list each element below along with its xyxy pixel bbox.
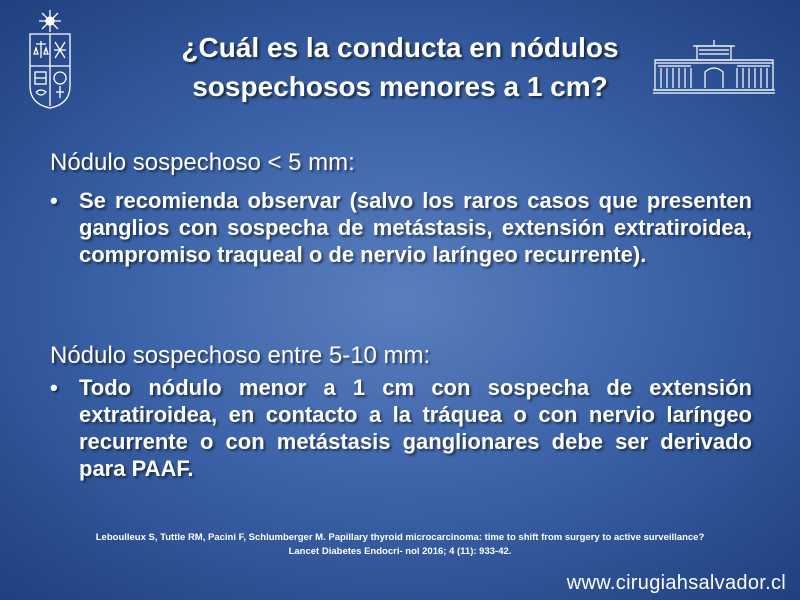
reference-line-2: Lancet Diabetes Endocri- nol 2016; 4 (11): 933-42. (288, 546, 512, 557)
title-line-1: ¿Cuál es la conducta en nódulos (181, 32, 619, 63)
bullet-text-small-nodule: Se recomienda observar (salvo los raros casos que presenten ganglios con sospecha de metástasis, extensión extratiroidea, compromiso traqueal o de nervio laríngeo recurrente). (79, 188, 752, 267)
bullet-text-medium-nodule: Todo nódulo menor a 1 cm con sospecha de extensión extratiroidea, en contacto a la tráquea o con nervio laríngeo recurrente o con metástasis ganglionares debe ser derivado para PAAF. (79, 375, 752, 481)
slide-title (120, 28, 680, 106)
bullet-small-nodule (50, 187, 752, 268)
section-heading-medium-nodule: Nódulo sospechoso entre 5-10 mm: (50, 342, 431, 369)
bullet-glyph: • (50, 188, 58, 213)
bullet-glyph: • (50, 375, 58, 400)
hospital-building-icon (653, 40, 775, 96)
title-line-2: sospechosos menores a 1 cm? (192, 71, 608, 102)
section-heading-small-nodule: Nódulo sospechoso < 5 mm: (50, 149, 355, 176)
bullet-medium-nodule (50, 374, 752, 482)
footer-website-url: www.cirugiahsalvador.cl (566, 572, 786, 594)
reference-citation (40, 531, 760, 559)
university-crest-icon (26, 8, 74, 110)
reference-line-1: Leboulleux S, Tuttle RM, Pacini F, Schlumberger M. Papillary thyroid microcarcinoma: time to shift from surgery to active surveillance? (95, 532, 705, 543)
